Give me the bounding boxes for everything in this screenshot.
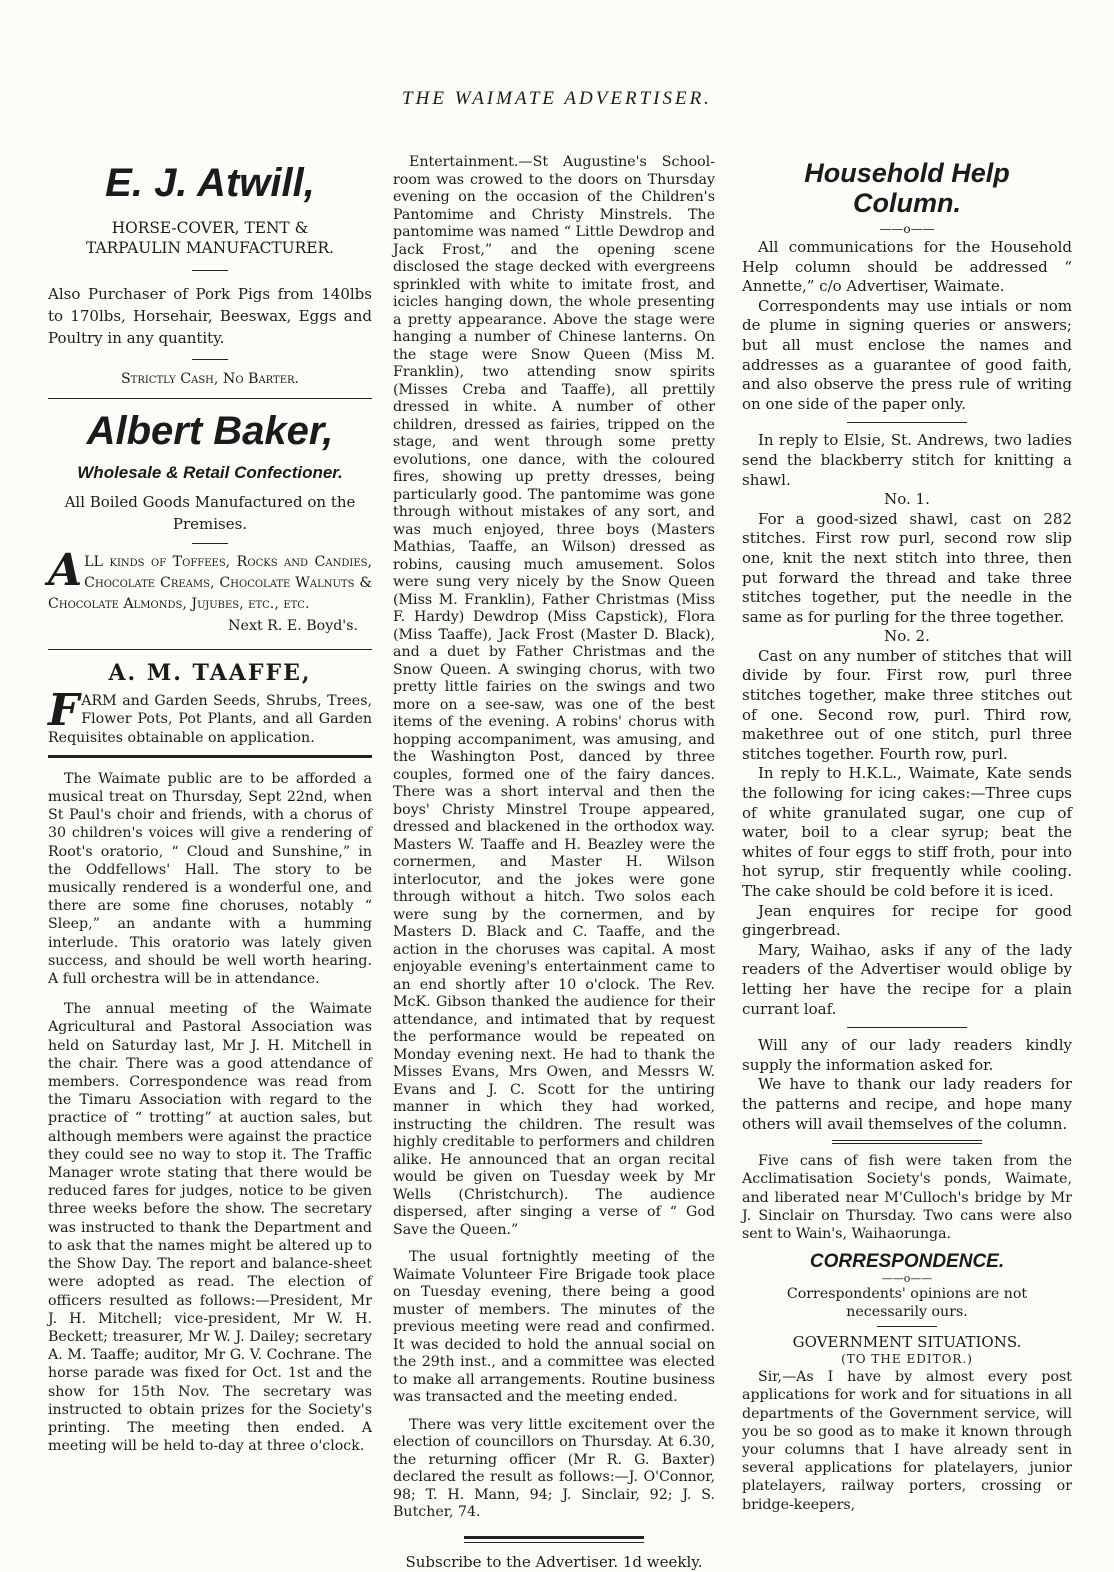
pattern-two: Cast on any number of stitches that will divide by four. First row, purl three stitches together, make three stitches out of one. Second row, purl. Third row, makethree out of one stitch, purl three stitches together. Fourth row, purl. [742,647,1072,765]
household-intro: All communications for the Household Help column should be addressed “ Annette,” c/o Advertiser, Waimate. [742,238,1072,297]
news-agricultural: The annual meeting of the Waimate Agricultural and Pastoral Association was held on Saturday last, Mr J. H. Mitchell in the chair. There was a good attendance of members. Correspondence was read from the Timaru Association with regard to the practice of “ trotting” at auction sales, but although members were against the practice they could see no way to stop it. The Traffic Manager wrote stating that there would be reduced fares for judges, notice to be given three weeks before the show. The secretary was instructed to thank the Department and to ask that the names might be altered up to the Show Day. The report and balance-sheet were adopted as read. The election of officers resulted as follows:—President, Mr J. H. Mitchell; vice-president, Mr W. H. Beckett; treasurer, Mr W. J. Dailey; secretary A. M. Taaffe; auditor, Mr G. V. Cochrane. The horse parade was fixed for Oct. 1st and the show for 15th Nov. The secretary was instructed to obtain prizes for the Society's printing. The meeting then ended. A meeting will be held to-day at three o'clock. [48,1000,372,1455]
divider [847,1027,967,1028]
separator: ——o—— [742,222,1072,236]
column-middle [393,148,715,1572]
household-title: Household Help Column. [742,158,1072,218]
divider [192,270,228,271]
divider [832,1143,982,1144]
baker-kinds: ALL kinds of Toffees, Rocks and Candies, Chocolate Creams, Chocolate Walnuts & Chocolate Almonds, Jujubes, etc., etc. [48,552,372,615]
government-title: GOVERNMENT SITUATIONS. [742,1333,1072,1353]
divider [48,649,372,650]
baker-boiled: All Boiled Goods Manufactured on the Premises. [48,491,372,535]
atwill-trade: HORSE-COVER, TENT & TARPAULIN MANUFACTURER. [48,218,372,258]
taaffe-text: FARM and Garden Seeds, Shrubs, Trees, Flower Pots, Pot Plants, and all Garden Requisites obtainable on application. [48,692,372,747]
household-mary: Mary, Waihao, asks if any of the lady readers of the Advertiser would oblige by letting her have the recipe for a plain currant loaf. [742,941,1072,1019]
pattern-no1: No. 1. [742,490,1072,510]
pattern-no2: No. 2. [742,627,1072,647]
taaffe-name: A. M. TAAFFE, [48,660,372,686]
separator: ——o—— [742,1273,1072,1285]
divider [192,359,228,360]
divider [192,543,228,544]
atwill-name: E. J. Atwill, [48,158,372,208]
taaffe-advert [48,660,372,747]
thick-divider [48,755,372,758]
to-editor: (TO THE EDITOR.) [742,1352,1072,1366]
household-request: Will any of our lady readers kindly supply the information asked for. [742,1036,1072,1075]
letter-text: Sir,—As I have by almost every post applications for work and for situations in all departments of the Government service, will you be so good as to make it known through your columns that I have already sent in several applications for platelayers, junior platelayers, railway porters, crossing or bridge-keepers, [742,1368,1072,1514]
divider [877,1326,937,1327]
column-left [48,148,372,1455]
household-elsie: In reply to Elsie, St. Andrews, two ladies send the blackberry stitch for knitting a shawl. [742,431,1072,490]
baker-next: Next R. E. Boyd's. [48,615,372,637]
divider [832,1140,982,1141]
correspondence-title: CORRESPONDENCE. [742,1251,1072,1273]
baker-trade: Wholesale & Retail Confectioner. [48,463,372,483]
atwill-advert [48,158,372,388]
subscribe-notice: Subscribe to the Advertiser. 1d weekly. [393,1553,715,1572]
news-election: There was very little excitement over the election of councillors on Thursday. At 6.30, the returning officer (Mr R. G. Baxter) declared the result as follows:—J. O'Connor, 98; T. H. Mann, 94; J. Sinclair, 92; J. S. Butcher, 74. [393,1417,715,1522]
column-right [742,148,1072,1514]
news-fire-brigade: The usual fortnightly meeting of the Waimate Volunteer Fire Brigade took place on Tuesday evening, there being a good muster of members. The minutes of the previous meeting were read and confirmed. It was decided to hold the annual social on the 29th inst., and a committee was elected to make all arrangements. Routine business was transacted and the meeting ended. [393,1249,715,1407]
household-jean: Jean enquires for recipe for good gingerbread. [742,902,1072,941]
household-icing: In reply to H.K.L., Waimate, Kate sends the following for icing cakes:—Three cups of white granulated sugar, one cup of water, boil to a clear syrup; beat the whites of four eggs to stiff froth, pour into hot syrup, stir frequently while cooling. The cake should be cold before it is iced. [742,764,1072,901]
household-rules: Correspondents may use intials or nom de plume in signing queries or answers; but all must enclose the names and addresses as a guarantee of good faith, and also observe the press rule of writing on one side of the paper only. [742,297,1072,415]
thick-divider [464,1536,644,1539]
baker-advert [48,405,372,637]
masthead: THE WAIMATE ADVERTISER. [0,88,1114,110]
correspondence-note: Correspondents' opinions are not necessarily ours. [742,1285,1072,1321]
drop-cap: F [48,694,79,728]
baker-name: Albert Baker, [48,405,372,457]
news-fish: Five cans of fish were taken from the Acclimatisation Society's ponds, Waimate, and liberated near M'Culloch's bridge by Mr J. Sinclair on Thursday. Two cans were also sent to Wain's, Waihaorunga. [742,1152,1072,1243]
divider [464,1542,644,1543]
drop-cap: A [48,554,82,588]
news-entertainment: Entertainment.—St Augustine's School-room was crowed to the doors on Thursday evening on the occasion of the Children's Pantomime and Christy Minstrels. The pantomime was named “ Little Dewdrop and Jack Frost,” and the opening scene disclosed the stage decked with evergreens sprinkled with white to imitate frost, and icicles hanging down, the whole presenting a pretty appearance. Above the stage were hanging a number of Chinese lanterns. On the stage were Snow Queen (Miss M. Franklin), two attending snow spirits (Misses Creba and Taaffe), all prettily dressed in white. A number of other children, dressed as fairies, tripped on the stage, and went through some pretty evolutions, one dance, with the coloured fires, showing up pretty dresses, being particularly good. The pantomime was gone through without mistakes of any sort, and was much enjoyed, three boys (Masters Mathias, Taaffe, an Wilson) dressed as robins, causing much amusement. Solos were sung very nicely by the Snow Queen (Miss M. Franklin), Father Christmas (Miss F. Hardy) Dewdrop (Miss Capstick), Flora (Miss Taaffe), Jack Frost (Master D. Black), and a duet by Father Christmas and the Snow Queen. A swinging chorus, with two pretty little fairies on the swings and two more on a see-saw, was one of the best items of the evening. A robins' chorus with hopping accompaniment, was amusing, and the Washington Post, danced by three couples, formed one of the fairy dances. There was a short interval and then the boys' Christy Minstrel Troupe appeared, dressed and blackened in the orthodox way. Masters W. Taaffe and H. Beazley were the cornermen, and Master H. Wilson interlocutor, and the jokes were gone through without a hitch. Two solos each were sung by the cornermen, and by Masters D. Black and C. Taaffe, and the action in the choruses was capital. A most enjoyable evening's entertainment came to an end shortly after 10 o'clock. The Rev. McK. Gibson thanked the audience for their attendance, and intimated that by request the performance would be repeated on Monday evening next. He had to thank the Misses Evans, Mrs Owen, and Messrs W. Evans and J. C. Scott for the untiring manner in which they had worked, instructing the children. The result was highly creditable to performers and children alike. He announced that an organ recital would be given on Tuesday week by Mr Wells (Christchurch). The audience dispersed, after singing a verse of “ God Save the Queen.” [393,154,715,1239]
divider [847,422,967,423]
pattern-one: For a good-sized shawl, cast on 282 stitches. First row purl, second row slip one, knit the next stitch into three, then put forward the thread and take three stitches together, put the needle in the same as for purling for the three together. [742,510,1072,628]
news-oratorio: The Waimate public are to be afforded a musical treat on Thursday, Sept 22nd, when St Paul's choir and friends, with a chorus of 30 children's voices will give a rendering of Root's oratorio, “ Cloud and Sunshine,” in the Oddfellows' Hall. The story to be musically rendered is a wonderful one, and there are some fine choruses, notably “ Sleep,” an andante with a humming interlude. This oratorio was lately given success, and should be well worth hearing. A full orchestra will be in attendance. [48,770,372,988]
atwill-also: Also Purchaser of Pork Pigs from 140lbs to 170lbs, Horsehair, Beeswax, Eggs and Poultry in any quantity. [48,283,372,349]
household-thanks: We have to thank our lady readers for the patterns and recipe, and hope many others will avail themselves of the column. [742,1075,1072,1134]
divider [48,398,372,399]
atwill-terms: Strictly Cash, No Barter. [48,370,372,388]
